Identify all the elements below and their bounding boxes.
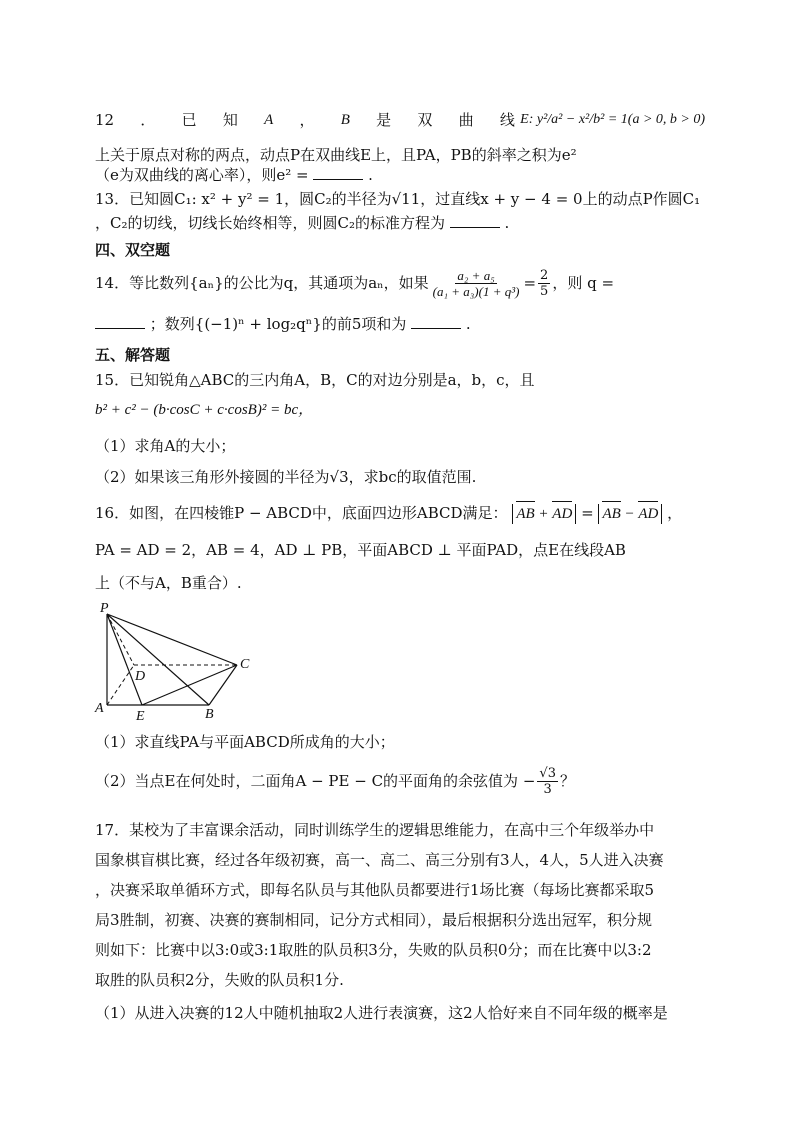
q14-period: . <box>465 315 471 333</box>
vector-sum-abs <box>512 504 576 524</box>
q17-line: 取胜的队员积2分，失败的队员积1分. <box>95 971 344 989</box>
q16-part2-suffix: ？ <box>559 772 575 790</box>
section-heading-5: 五、解答题 <box>95 346 171 364</box>
q14-line2 <box>95 314 705 334</box>
q15-line1: 15．已知锐角△ABC的三内角A，B，C的对边分别是a，b，c，且 <box>95 371 535 389</box>
q14-fraction-den: (a₁ + a₃)(1 + q³) <box>432 283 520 299</box>
q16-part2 <box>95 764 705 798</box>
q12-cell: 线 <box>499 111 515 129</box>
q12-spread-text <box>95 110 515 130</box>
answer-blank <box>411 314 461 329</box>
q12-cell: B <box>340 112 350 128</box>
edge-ad <box>107 665 134 705</box>
q12-period: . <box>368 166 373 184</box>
q15-equation: b² + c² − (b·cosC + c·cosB)² = bc， <box>95 402 314 418</box>
vector-ad: AD <box>638 506 659 522</box>
q14-fraction <box>431 268 522 299</box>
fraction-num: √3 <box>539 765 556 781</box>
q14-line1 <box>95 266 705 300</box>
equals-sign: = <box>581 504 594 522</box>
q14-rhs-num: 2 <box>540 267 549 283</box>
q17-line: 17．某校为了丰富课余活动，同时训练学生的逻辑思维能力，在高中三个年级举办中 <box>95 821 655 839</box>
q12-line2: 上关于原点对称的两点，动点P在双曲线E上，且PA，PB的斜率之积为e² <box>95 146 577 164</box>
q12-line3 <box>95 165 705 185</box>
q12-line1 <box>95 110 705 130</box>
label-a: A <box>95 701 104 716</box>
q12-cell: 已 <box>181 111 197 129</box>
q14-rhs-fraction <box>538 268 550 299</box>
edge-pd <box>107 614 134 665</box>
q16-part2-fraction <box>537 766 558 797</box>
edge-pb <box>107 614 209 705</box>
q16-part2-text: （2）当点E在何处时，二面角A − PE − C的平面角的余弦值为 − <box>95 772 536 790</box>
q12-cell: ． <box>140 111 156 129</box>
label-c: C <box>240 657 250 672</box>
vector-diff-abs <box>598 504 662 524</box>
label-b: B <box>205 707 214 722</box>
label-p: P <box>100 601 109 616</box>
q16-part1: （1）求直线PA与平面ABCD所成角的大小； <box>95 733 395 751</box>
answer-blank <box>95 314 145 329</box>
section-heading-4: 四、双空题 <box>95 241 171 259</box>
answer-blank <box>313 165 363 180</box>
q13-period: . <box>504 214 510 232</box>
q16-line3: 上（不与A，B重合）. <box>95 574 242 592</box>
q16-line2: PA = AD = 2，AB = 4，AD ⊥ PB，平面ABCD ⊥ 平面PAD，点E在线段AB <box>95 541 626 559</box>
q12-cell: ， <box>299 111 315 129</box>
q17-line: （1）从进入决赛的12人中随机抽取2人进行表演赛，这2人恰好来自不同年级的概率是 <box>95 1004 668 1022</box>
q15-part2: （2）如果该三角形外接圆的半径为√3，求bc的取值范围. <box>95 468 477 486</box>
vector-ab: AB <box>602 506 621 522</box>
fraction-den: 3 <box>543 781 552 797</box>
q14-fraction-num: a₂ + a₅ <box>457 267 495 283</box>
q17-line: 局3胜制，初赛、决赛的赛制相同，记分方式相同），最后根据积分选出冠军，积分规 <box>95 911 653 929</box>
edge-pc <box>107 614 237 665</box>
q16-line1 <box>95 503 705 524</box>
edge-pe <box>107 614 142 705</box>
plus-sign: + <box>538 506 549 522</box>
q13-line2 <box>95 213 705 233</box>
q12-cell: 曲 <box>458 111 474 129</box>
q12-line3-text: （e为双曲线的离心率），则e² = <box>95 166 309 184</box>
vector-ab: AB <box>516 506 535 522</box>
q16-line1-text: 16．如图，在四棱锥P − ABCD中，底面四边形ABCD满足： <box>95 504 508 522</box>
q16-line1-suffix: ， <box>667 504 683 522</box>
q14-line1-suffix: ，则 q = <box>552 274 615 292</box>
q17-line: 国象棋盲棋比赛，经过各年级初赛，高一、高二、高三分别有3人，4人，5人进入决赛 <box>95 851 664 869</box>
q13-line2-text: ，C₂的切线，切线长始终相等，则圆C₂的标准方程为 <box>95 214 445 232</box>
answer-blank <box>450 213 500 228</box>
q12-cell: 是 <box>376 111 392 129</box>
q12-number: 12 <box>95 111 115 129</box>
q14-rhs-den: 5 <box>540 283 549 299</box>
minus-sign: − <box>624 506 635 522</box>
q12-cell: 双 <box>417 111 433 129</box>
vector-ad: AD <box>552 506 573 522</box>
q12-cell: A <box>264 112 274 128</box>
q13-line1: 13．已知圆C₁: x² + y² = 1，圆C₂的半径为√11，过直线x + y − 4 = 0上的动点P作圆C₁ <box>95 190 701 208</box>
q12-hyperbola-formula: E: y²/a² − x²/b² = 1(a > 0, b > 0) <box>520 112 705 127</box>
q14-line2-text: ；数列{(−1)ⁿ + log₂qⁿ}的前5项和为 <box>149 315 407 333</box>
label-e: E <box>136 709 145 724</box>
pyramid-figure <box>92 600 262 725</box>
q15-part1: （1）求角A的大小； <box>95 437 236 455</box>
q12-cell: 知 <box>222 111 238 129</box>
label-d: D <box>135 669 146 684</box>
q14-line1-text: 14．等比数列{aₙ}的公比为q，其通项为aₙ，如果 <box>95 274 429 292</box>
q17-line: 则如下：比赛中以3:0或3:1取胜的队员积3分，失败的队员积0分；而在比赛中以3:2 <box>95 941 652 959</box>
q17-line: ，决赛采取单循环方式，即每名队员与其他队员都要进行1场比赛（每场比赛都采取5 <box>95 881 655 899</box>
q14-equals: = <box>523 274 537 292</box>
